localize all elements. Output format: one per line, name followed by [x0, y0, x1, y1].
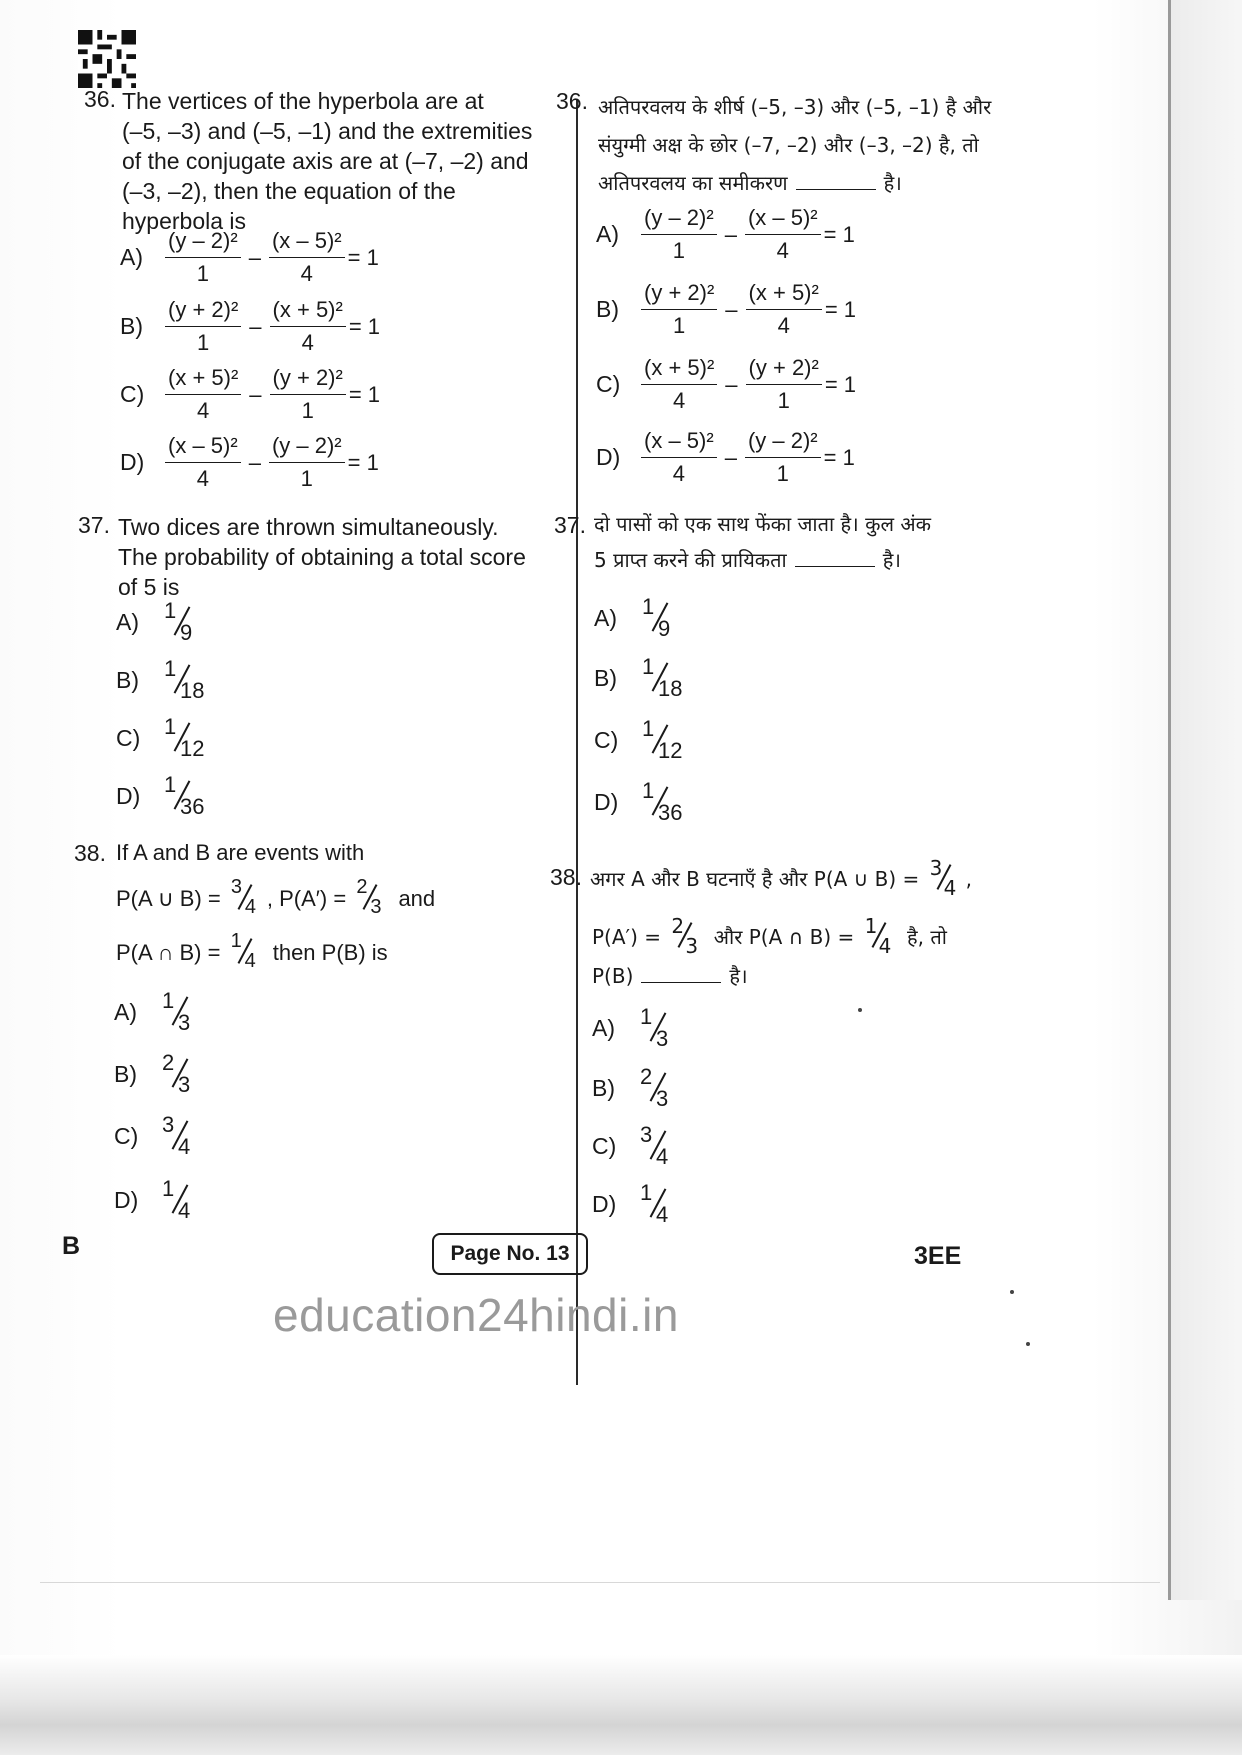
denominator: 4	[197, 398, 210, 423]
numerator: 3	[929, 856, 943, 880]
option-label: B)	[594, 664, 617, 691]
option-label: A)	[594, 604, 617, 631]
q38-hi-option-d[interactable]	[592, 1182, 686, 1226]
denominator: 4	[776, 238, 789, 263]
text: है।	[729, 964, 748, 988]
denominator: 4	[656, 1144, 669, 1169]
slash-fraction	[158, 774, 210, 818]
numerator: 1	[230, 930, 242, 952]
slash-fraction	[156, 1114, 208, 1158]
option-label: A)	[114, 998, 137, 1025]
option-label: C)	[596, 371, 621, 397]
numerator: (y + 2)²	[746, 355, 822, 385]
slash-fraction	[227, 932, 267, 972]
slash-fraction	[634, 1066, 686, 1110]
rhs: = 1	[823, 221, 855, 247]
text: है, तो	[907, 925, 947, 949]
text: 5 प्राप्त करने की प्रायिकता	[594, 548, 787, 572]
numerator: 3	[640, 1122, 653, 1147]
option-label: D)	[120, 449, 145, 475]
operator: –	[725, 296, 738, 322]
numerator: (y – 2)²	[269, 433, 345, 463]
q38-en-option-d[interactable]	[114, 1178, 208, 1222]
numerator: (y + 2)²	[270, 365, 346, 395]
slash-fraction	[926, 858, 966, 898]
q37-en-option-c[interactable]	[116, 716, 210, 760]
slash-fraction	[636, 656, 688, 700]
option-label: C)	[114, 1122, 139, 1149]
question-text-line-1: दो पासों को एक साथ फेंका जाता है। कुल अंक	[594, 512, 932, 536]
question-text: The vertices of the hyperbola are at (–5, –3) and (–5, –1) and the extremities of the conjugate axis are at (–7, –2) and (–3, –2), then the equation of the hyperbola is	[122, 88, 533, 234]
option-label: A)	[116, 608, 139, 635]
question-number: 36.	[556, 88, 588, 114]
question-number: 37.	[554, 512, 586, 538]
denominator: 4	[301, 330, 314, 355]
q36-hi-option-b[interactable]	[596, 280, 856, 339]
numerator: 2	[356, 876, 368, 898]
option-label: B)	[592, 1074, 615, 1101]
denominator: 3	[178, 1072, 191, 1097]
numerator: 1	[164, 598, 177, 623]
numerator: (x – 5)²	[745, 205, 821, 235]
option-label: C)	[594, 726, 619, 753]
denominator: 3	[370, 896, 382, 918]
denominator: 4	[196, 466, 209, 491]
q36-hi-option-c[interactable]	[596, 355, 856, 414]
rhs: = 1	[347, 449, 379, 475]
option-label: C)	[592, 1132, 617, 1159]
denominator: 4	[672, 461, 685, 486]
operator: –	[249, 313, 262, 339]
denominator: 12	[658, 738, 683, 763]
text: then P(B) is	[272, 940, 388, 965]
question-38-hi-line-2	[592, 916, 947, 956]
operator: –	[724, 221, 737, 247]
q37-hi-option-d[interactable]	[594, 780, 688, 824]
qr-code-icon	[78, 30, 136, 88]
watermark: education24hindi.in	[273, 1289, 679, 1341]
denominator: 1	[672, 238, 685, 263]
answer-blank	[796, 189, 876, 190]
equation	[638, 355, 856, 414]
question-38-en-line-2	[116, 878, 435, 918]
numerator: (x – 5)²	[269, 228, 345, 258]
question-number: 36.	[84, 86, 116, 112]
question-number: 37.	[78, 512, 110, 538]
numerator: 3	[162, 1112, 175, 1137]
option-label: A)	[592, 1014, 615, 1041]
denominator: 1	[301, 398, 314, 423]
denominator: 4	[244, 950, 256, 972]
numerator: 2	[671, 914, 685, 938]
question-38-en-line-3	[116, 932, 388, 972]
numerator: (x + 5)²	[746, 280, 822, 310]
numerator: 1	[164, 714, 177, 739]
numerator: 1	[162, 988, 175, 1013]
text: P(B)	[592, 964, 634, 988]
q37-hi-option-c[interactable]	[594, 718, 688, 762]
numerator: 1	[640, 1004, 653, 1029]
operator: –	[248, 244, 261, 270]
rhs: = 1	[348, 313, 381, 339]
answer-blank	[795, 566, 875, 567]
q38-hi-option-c[interactable]	[592, 1124, 686, 1168]
ink-speck	[1026, 1342, 1030, 1346]
denominator: 4	[656, 1202, 669, 1227]
denominator: 3	[656, 1026, 669, 1051]
numerator: (x – 5)²	[165, 433, 241, 463]
q38-en-option-b[interactable]	[114, 1052, 208, 1096]
slash-fraction	[156, 990, 208, 1034]
numerator: (x + 5)²	[270, 297, 346, 327]
question-text	[598, 88, 998, 202]
ink-speck	[1010, 1290, 1014, 1294]
q38-hi-option-b[interactable]	[592, 1066, 686, 1110]
slash-fraction	[227, 878, 267, 918]
numerator: 3	[230, 876, 242, 898]
q38-en-option-c[interactable]	[114, 1114, 208, 1158]
slash-fraction	[861, 916, 901, 956]
q37-en-option-b[interactable]	[116, 658, 210, 702]
numerator: (y – 2)²	[165, 228, 241, 258]
denominator: 4	[673, 388, 686, 413]
text: और P(A ∩ B) =	[713, 925, 855, 949]
text: अगर A और B घटनाएँ है और P(A ∪ B) =	[590, 867, 920, 891]
denominator: 4	[943, 876, 957, 900]
numerator: 1	[642, 594, 655, 619]
text: है।	[882, 548, 901, 572]
q38-en-option-a[interactable]	[114, 990, 208, 1034]
denominator: 1	[673, 313, 686, 338]
numerator: 1	[642, 716, 655, 741]
question-text-line-2	[594, 546, 901, 573]
question-text: If A and B are events with	[116, 840, 365, 865]
slash-fraction	[634, 1006, 686, 1050]
option-label: B)	[116, 666, 139, 693]
denominator: 18	[658, 676, 683, 701]
question-38-hi-line-1	[590, 858, 972, 898]
slash-fraction	[158, 658, 210, 702]
text: and	[398, 886, 436, 911]
option-label: A)	[120, 244, 143, 270]
denominator: 1	[196, 261, 209, 286]
slash-fraction	[667, 916, 707, 956]
paper-code: 3EE	[914, 1242, 962, 1270]
denominator: 3	[178, 1010, 191, 1035]
numerator: 1	[164, 656, 177, 681]
slash-fraction	[636, 596, 688, 640]
q37-en-option-d[interactable]	[116, 774, 210, 818]
equation	[638, 280, 856, 339]
slash-fraction	[352, 878, 392, 918]
text: , P(A′) =	[266, 886, 347, 911]
option-label: B)	[596, 296, 619, 322]
slash-fraction	[158, 600, 210, 644]
question-text: Two dices are thrown simultaneously. The probability of obtaining a total score of 5 is	[118, 514, 526, 600]
option-label: D)	[592, 1190, 617, 1217]
numerator: (y + 2)²	[165, 297, 241, 327]
denominator: 4	[777, 313, 790, 338]
q37-en-option-a[interactable]	[116, 600, 210, 644]
text: अतिपरवलय के शीर्ष (–5, –3) और (–5, –1) है और संयुग्मी अक्ष के छोर (–7, –2) और (–3, –2) है, तो अतिपरवलय का समीकरण	[598, 95, 992, 195]
denominator: 1	[300, 466, 313, 491]
denominator: 18	[180, 678, 205, 703]
denominator: 9	[658, 616, 671, 641]
rhs: = 1	[824, 371, 857, 397]
q38-hi-option-a[interactable]	[592, 1006, 686, 1050]
option-label: B)	[120, 313, 143, 339]
question-38-hi-line-3	[592, 962, 748, 989]
numerator: 1	[642, 778, 655, 803]
rhs: = 1	[348, 381, 381, 407]
denominator: 1	[777, 388, 790, 413]
numerator: 2	[162, 1050, 175, 1075]
numerator: 1	[864, 914, 878, 938]
option-label: C)	[116, 724, 141, 751]
bottom-rule	[40, 1582, 1160, 1583]
numerator: (x + 5)²	[641, 355, 717, 385]
page-number: Page No. 13	[432, 1233, 588, 1275]
slash-fraction	[636, 718, 688, 762]
q36-en-option-d[interactable]	[120, 433, 379, 492]
page-edge	[1168, 0, 1242, 1600]
equation	[638, 428, 855, 487]
denominator: 1	[776, 461, 789, 486]
q37-hi-option-b[interactable]	[594, 656, 688, 700]
slash-fraction	[634, 1124, 686, 1168]
q36-en-option-c[interactable]	[120, 365, 380, 424]
denominator: 36	[180, 794, 205, 819]
operator: –	[724, 444, 737, 470]
operator: –	[725, 371, 738, 397]
option-label: D)	[594, 788, 619, 815]
denominator: 9	[180, 620, 193, 645]
numerator: 1	[162, 1176, 175, 1201]
denominator: 3	[685, 934, 699, 958]
booklet-set: B	[62, 1232, 81, 1260]
denominator: 4	[244, 896, 256, 918]
numerator: 1	[164, 772, 177, 797]
slash-fraction	[636, 780, 688, 824]
option-label: D)	[116, 782, 141, 809]
q36-hi-option-a[interactable]	[596, 205, 855, 264]
rhs: = 1	[823, 444, 855, 470]
slash-fraction	[156, 1052, 208, 1096]
option-label: D)	[114, 1186, 139, 1213]
rhs: = 1	[347, 244, 379, 270]
denominator: 4	[878, 934, 892, 958]
text: है।	[883, 171, 902, 195]
option-label: C)	[120, 381, 145, 407]
slash-fraction	[158, 716, 210, 760]
numerator: (x – 5)²	[641, 428, 717, 458]
text: P(A ∩ B) =	[116, 940, 221, 965]
denominator: 1	[197, 330, 210, 355]
slash-fraction	[634, 1182, 686, 1226]
denominator: 4	[300, 261, 313, 286]
equation	[638, 205, 855, 264]
column-divider	[576, 100, 578, 1385]
numerator: 1	[640, 1180, 653, 1205]
denominator: 4	[178, 1198, 191, 1223]
numerator: 2	[640, 1064, 653, 1089]
equation	[162, 228, 379, 287]
numerator: 1	[642, 654, 655, 679]
bottom-shadow	[0, 1655, 1242, 1755]
equation	[162, 433, 379, 492]
denominator: 4	[178, 1134, 191, 1159]
q37-hi-option-a[interactable]	[594, 596, 688, 640]
slash-fraction	[156, 1178, 208, 1222]
rhs: = 1	[824, 296, 857, 322]
option-label: A)	[596, 221, 619, 247]
option-label: D)	[596, 444, 621, 470]
q36-en-option-b[interactable]	[120, 297, 380, 356]
equation	[162, 297, 380, 356]
numerator: (y – 2)²	[745, 428, 821, 458]
numerator: (x + 5)²	[165, 365, 241, 395]
operator: –	[249, 381, 262, 407]
text: P(A ∪ B) =	[116, 886, 221, 911]
equation	[162, 365, 380, 424]
denominator: 36	[658, 800, 683, 825]
numerator: (y + 2)²	[641, 280, 717, 310]
option-label: B)	[114, 1060, 137, 1087]
text: P(A′) =	[592, 925, 662, 949]
answer-blank	[641, 982, 721, 983]
denominator: 12	[180, 736, 205, 761]
ink-speck	[858, 1008, 862, 1012]
question-number: 38.	[74, 840, 106, 866]
q36-hi-option-d[interactable]	[596, 428, 855, 487]
denominator: 3	[656, 1086, 669, 1111]
q36-en-option-a[interactable]	[120, 228, 379, 287]
question-number: 38.	[550, 864, 582, 890]
numerator: (y – 2)²	[641, 205, 717, 235]
text: ,	[965, 867, 973, 891]
operator: –	[248, 449, 261, 475]
